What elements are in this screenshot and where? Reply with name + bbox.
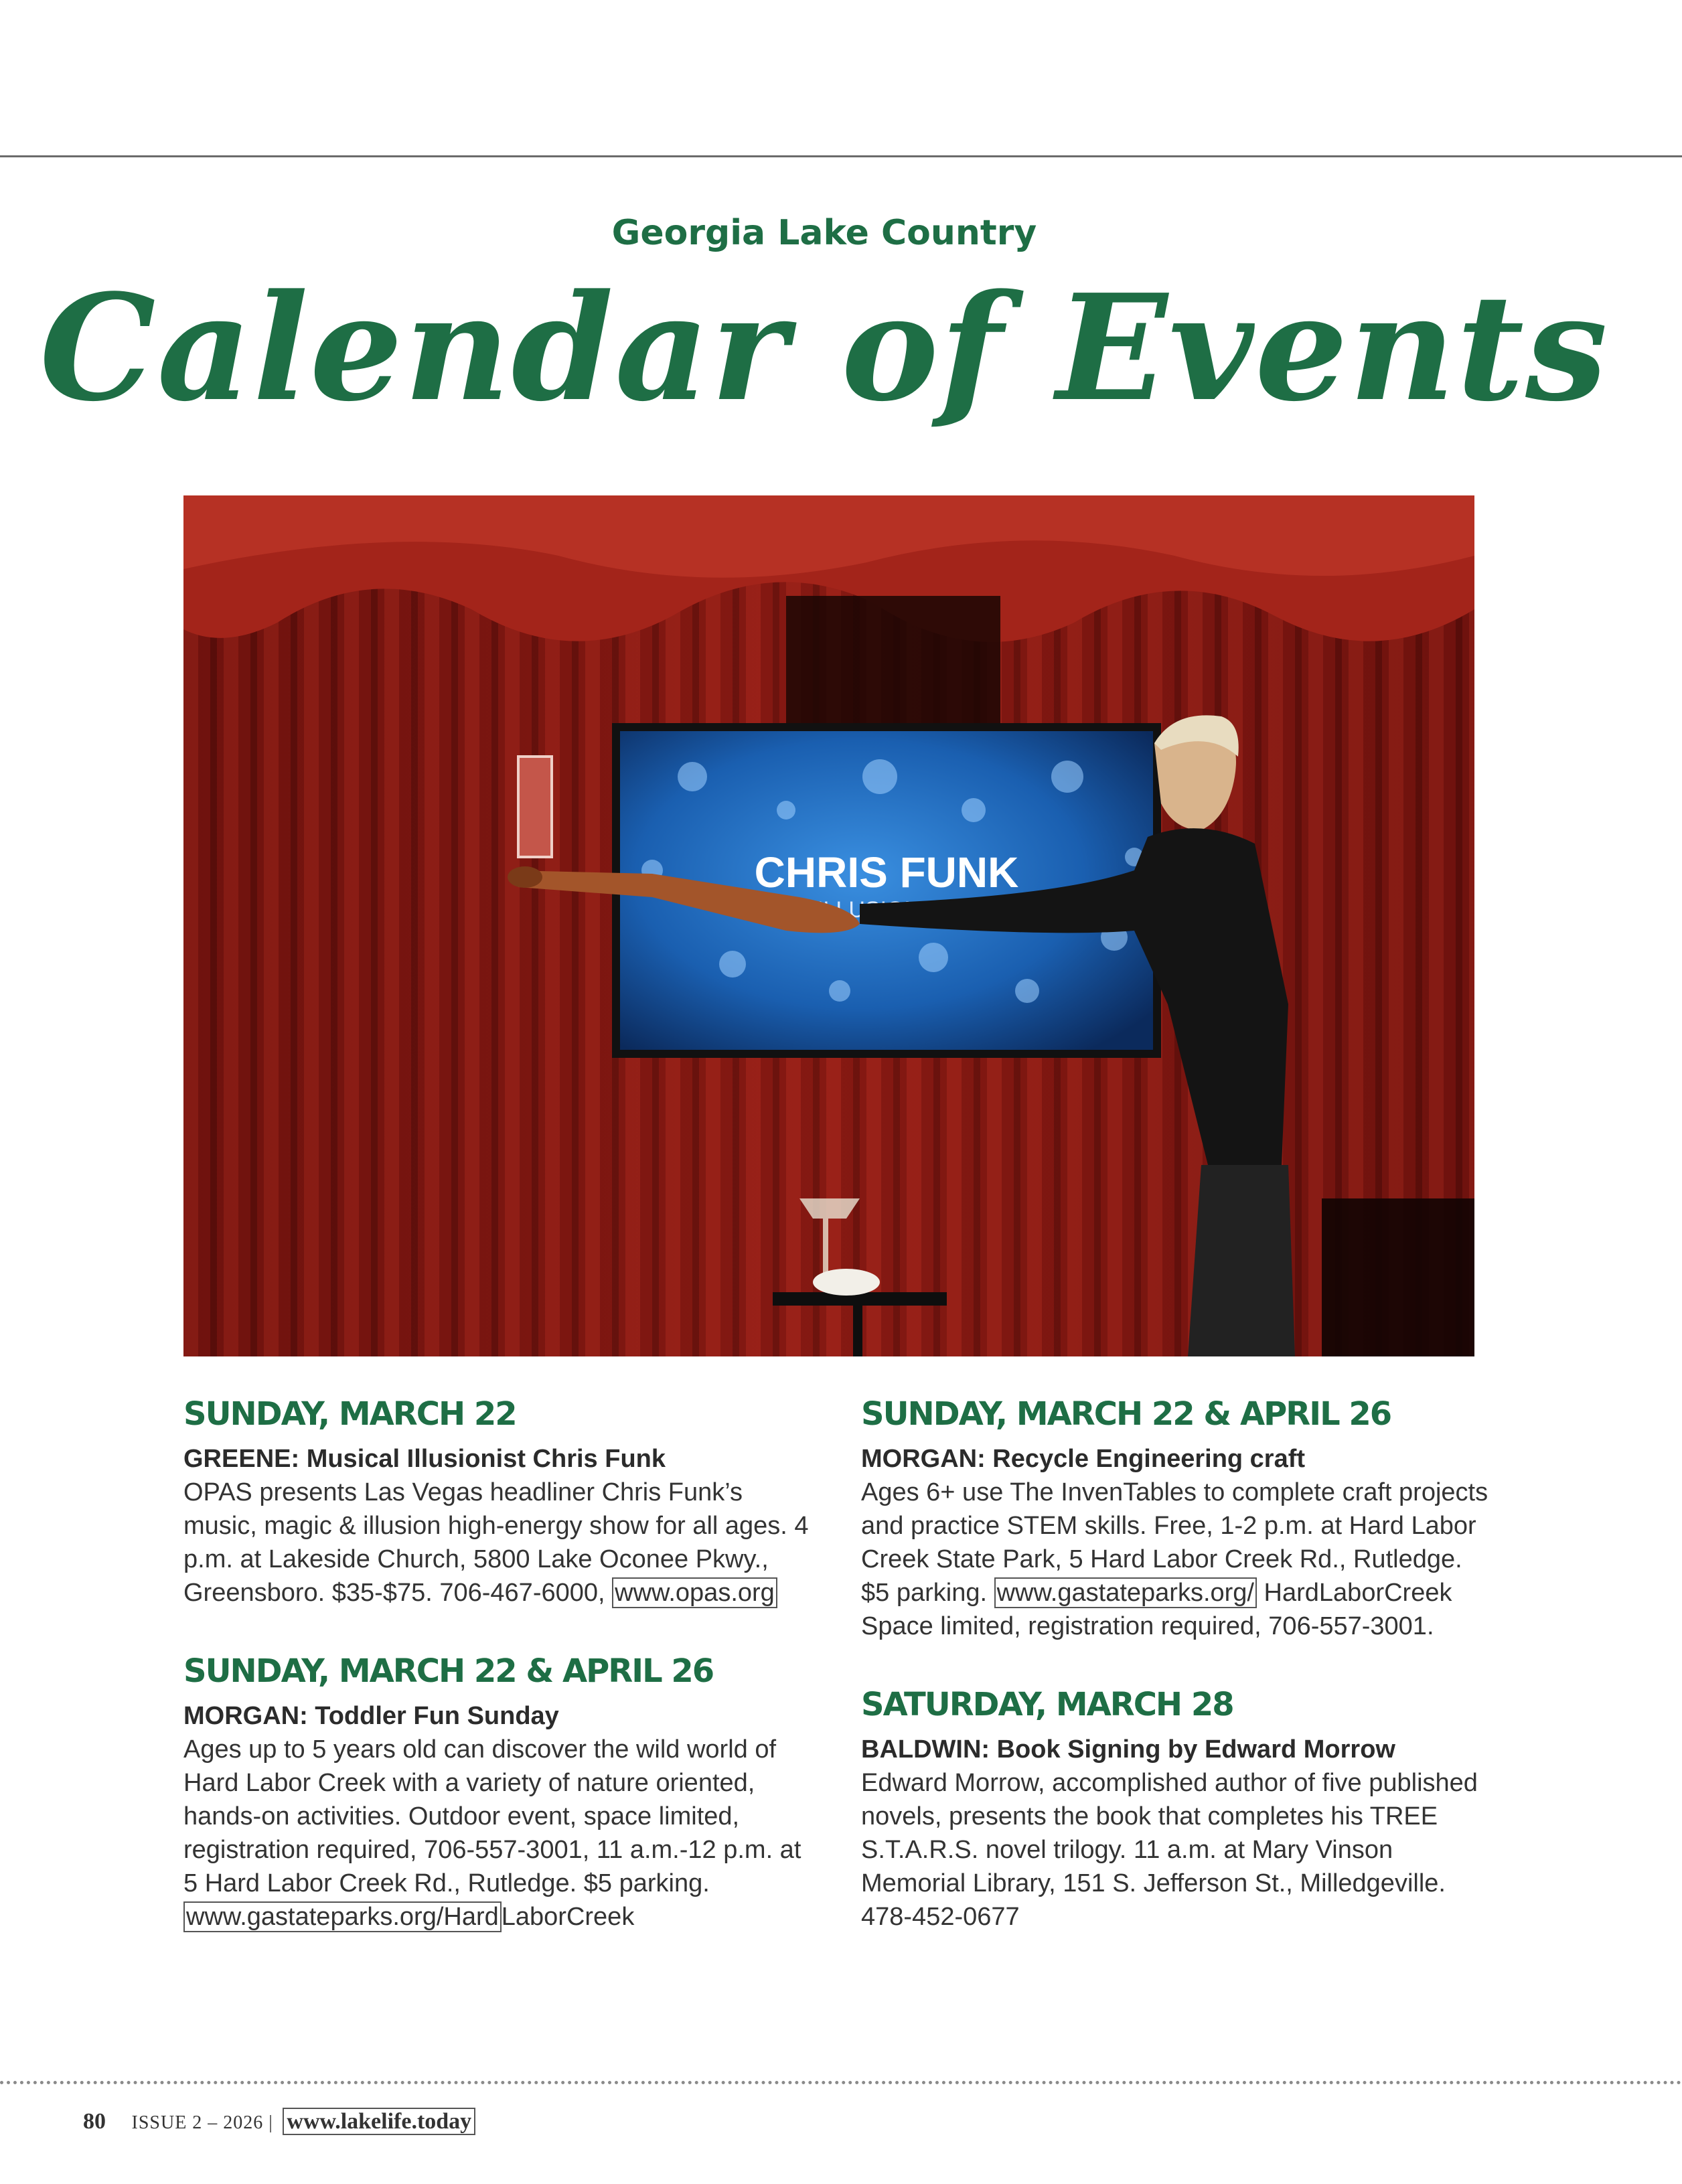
event-body-text: Edward Morrow, accomplished author of five published novels, presents the book that completes his TREE S.T.A.R.S. novel trilogy. 11 a.m. at Mary Vinson Memorial Library, 151 S. Jefferson St., Milledgeville. 478-452-0677 [861,1769,1478,1931]
event-item [861,1394,1490,1643]
screen-title: CHRIS FUNK [754,848,1019,896]
event-heading: MORGAN: Toddler Fun Sunday [183,1702,559,1730]
event-body-text: Ages up to 5 years old can discover the wild world of Hard Labor Creek with a variety of nature oriented, hands-on activities. Outdoor event, space limited, registration required, 706-557-3001, 11 a.m.-12 p.m. at 5 Hard Labor Creek Rd., Rutledge. $5 parking. [183,1735,801,1897]
event-body-text: OPAS presents Las Vegas headliner Chris Funk’s music, magic & illusion high-energy show for all ages. 4 p.m. at Lakeside Church, 5800 Lake Oconee Pkwy., Greensboro. $35-$75. 706-467-6000, [183,1478,809,1607]
event-link[interactable]: www.gastateparks.org/ [994,1577,1257,1608]
event-link[interactable]: www.gastateparks.org/Hard [183,1901,502,1932]
section-kicker: Georgia Lake Country [611,213,1037,253]
event-date: SATURDAY, MARCH 28 [861,1686,1233,1723]
stage-illustration [183,495,1474,1356]
event-item [183,1394,813,1610]
event-heading: GREENE: Musical Illusionist Chris Funk [183,1445,666,1473]
events-left-column [183,1394,813,1975]
event-item [861,1685,1490,1934]
performer-legs [1188,1165,1295,1356]
events-right-column [861,1394,1490,1975]
event-link[interactable]: www.opas.org [612,1577,777,1608]
event-photo [183,495,1474,1356]
napkin [813,1269,880,1296]
event-heading: BALDWIN: Book Signing by Edward Morrow [861,1735,1395,1764]
event-description [861,1476,1490,1643]
footer-divider [0,2081,1682,2084]
issue-label: ISSUE 2 – 2026 | [131,2112,273,2133]
site-link[interactable]: www.lakelife.today [283,2108,475,2135]
event-date: SUNDAY, MARCH 22 & APRIL 26 [183,1652,714,1690]
event-date: SUNDAY, MARCH 22 & APRIL 26 [861,1395,1391,1433]
event-description [183,1733,813,1934]
top-rule [0,155,1682,157]
event-body-text: Ages 6+ use The InvenTables to complete craft projects and practice STEM skills. Free, 1-2 p.m. at Hard Labor Creek State Park, 5 Hard Labor Creek Rd., Rutledge. $5 parking. [861,1478,1488,1607]
page-footer [83,2109,475,2134]
event-item [183,1651,813,1934]
page-title: Calendar of Events [40,262,1609,434]
event-description [861,1766,1490,1934]
page-number: 80 [83,2109,106,2134]
event-date: SUNDAY, MARCH 22 [183,1395,516,1433]
floating-cards [518,757,552,857]
event-description [183,1476,813,1610]
event-body-tail: LaborCreek [501,1903,635,1931]
event-body-tail: HardLaborCreek Space limited, registration required, 706-557-3001. [861,1579,1452,1640]
event-heading: MORGAN: Recycle Engineering craft [861,1445,1306,1473]
